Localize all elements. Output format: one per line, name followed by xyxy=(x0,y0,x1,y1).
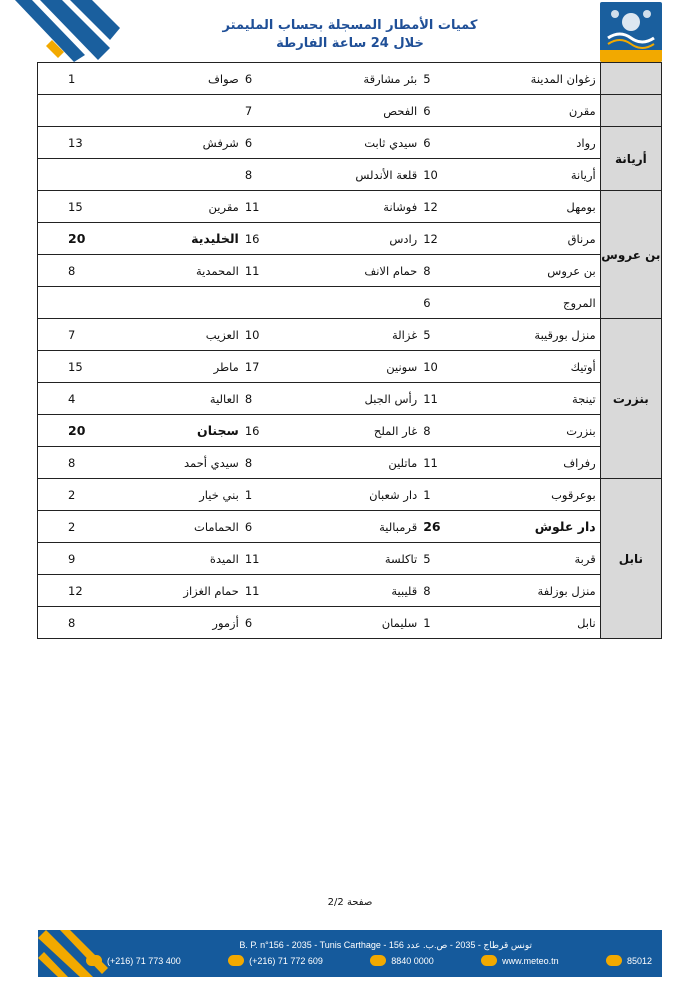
station-name: مرناق xyxy=(567,231,596,246)
governorate-cell xyxy=(600,95,661,127)
station-name: أوتيك xyxy=(570,359,596,374)
green-number-icon xyxy=(370,955,386,966)
station-name: منزل بورقيبة xyxy=(534,327,596,342)
footer-stripes xyxy=(38,930,108,977)
rainfall-value: 20 xyxy=(68,423,86,438)
rainfall-value xyxy=(243,287,293,319)
rainfall-value: 5 xyxy=(423,327,431,342)
rainfall-value: 6 xyxy=(423,103,431,118)
table-row xyxy=(38,255,662,287)
table-row xyxy=(38,543,662,575)
station-name: ماتلين xyxy=(388,455,418,470)
station-name: العالية xyxy=(209,391,239,406)
rainfall-value: 4 xyxy=(68,391,76,406)
station-name xyxy=(115,95,243,127)
rainfall-value: 6 xyxy=(244,135,253,150)
station-name: تاكلسة xyxy=(384,551,418,566)
rainfall-value: 16 xyxy=(244,423,260,438)
rainfall-value: 2 xyxy=(68,519,76,534)
table-row xyxy=(38,319,662,351)
rainfall-value: 15 xyxy=(68,359,83,374)
station-name: غار الملح xyxy=(373,423,418,438)
page-subtitle: خلال 24 ساعة الفارطة xyxy=(276,36,424,51)
governorate-cell: أريانة xyxy=(600,127,661,191)
station-name: سليمان xyxy=(381,615,418,630)
table-row xyxy=(38,511,662,543)
table-row xyxy=(38,351,662,383)
rainfall-value: 8 xyxy=(68,455,76,470)
rainfall-value: 6 xyxy=(244,519,253,534)
rainfall-value: 11 xyxy=(244,263,260,278)
station-name: بن عروس xyxy=(547,263,596,278)
rainfall-value: 7 xyxy=(244,103,253,118)
rainfall-value: 10 xyxy=(244,327,260,342)
footer-green-number: 8840 0000 xyxy=(391,955,434,966)
rainfall-value: 7 xyxy=(68,327,76,342)
rainfall-value: 8 xyxy=(68,615,76,630)
rainfall-value: 9 xyxy=(68,551,76,566)
rainfall-value xyxy=(38,95,115,127)
institute-logo xyxy=(600,2,662,62)
station-name: فوشانة xyxy=(383,199,418,214)
page-title: كميات الأمطار المسجلة بحساب المليمتر xyxy=(222,18,478,33)
rainfall-value: 11 xyxy=(244,199,260,214)
table-row xyxy=(38,415,662,447)
station-name: منزل بوزلفة xyxy=(537,583,596,598)
station-name: بومهل xyxy=(566,199,596,214)
station-name: شرفش xyxy=(202,135,239,150)
footer-postal: 85012 xyxy=(626,955,652,966)
station-name: الميدة xyxy=(209,551,239,566)
rainfall-value: 11 xyxy=(244,583,260,598)
rainfall-value: 5 xyxy=(423,71,431,86)
rainfall-value: 1 xyxy=(68,71,76,86)
station-name: بني خيار xyxy=(199,487,239,502)
rainfall-value: 8 xyxy=(244,455,253,470)
station-name: رفراف xyxy=(563,455,596,470)
governorate-cell: بن عروس xyxy=(600,191,661,319)
rainfall-value: 26 xyxy=(423,519,441,534)
station-name: أزمور xyxy=(212,615,239,630)
rainfall-value xyxy=(38,287,115,319)
table-row xyxy=(38,95,662,127)
station-name: غزالة xyxy=(392,327,418,342)
station-name: بنزرت xyxy=(566,423,596,438)
station-name: دار علوش xyxy=(534,519,596,534)
footer-bar xyxy=(38,930,662,977)
rainfall-value: 8 xyxy=(244,391,253,406)
table-row xyxy=(38,383,662,415)
governorate-cell xyxy=(600,63,661,95)
rainfall-value: 8 xyxy=(423,583,431,598)
station-name: أريانة xyxy=(570,167,596,182)
rainfall-value: 13 xyxy=(68,135,83,150)
station-name: الحمامات xyxy=(194,519,239,534)
station-name: سيدي ثابت xyxy=(364,135,418,150)
rainfall-value: 16 xyxy=(244,231,260,246)
station-name: المروج xyxy=(563,295,596,310)
station-name: صواف xyxy=(207,71,239,86)
table-row xyxy=(38,447,662,479)
station-name: حمام الانف xyxy=(364,263,418,278)
table-row xyxy=(38,63,662,95)
rainfall-value: 12 xyxy=(423,231,438,246)
governorate-cell: بنزرت xyxy=(600,319,661,479)
station-name: دار شعبان xyxy=(369,487,418,502)
station-name: بئر مشارقة xyxy=(363,71,418,86)
rainfall-value xyxy=(38,159,115,191)
rainfall-value: 20 xyxy=(68,231,86,246)
rainfall-value: 2 xyxy=(68,487,76,502)
station-name xyxy=(115,159,243,191)
footer-address: B. P. n°156 - 2035 - Tunis Carthage - تونس قرطاج - 2035 - ص.ب. عدد 156 xyxy=(239,940,532,950)
table-row xyxy=(38,127,662,159)
footer-website: www.meteo.tn xyxy=(502,955,559,966)
station-name: مقرين xyxy=(208,199,239,214)
station-name xyxy=(293,287,421,319)
table-row xyxy=(38,191,662,223)
rainfall-value: 1 xyxy=(423,615,431,630)
station-name: زغوان المدينة xyxy=(530,71,596,86)
station-name xyxy=(115,287,243,319)
rainfall-value: 8 xyxy=(68,263,76,278)
footer-fax: (+216) 71 772 609 xyxy=(249,955,323,966)
station-name: قرمبالية xyxy=(379,519,418,534)
station-name: سيدي أحمد xyxy=(184,455,239,470)
page-number: صفحة 2/2 xyxy=(327,897,373,908)
station-name: العزيب xyxy=(205,327,239,342)
station-name: حمام الغزاز xyxy=(183,583,239,598)
rainfall-value: 11 xyxy=(423,455,438,470)
table-row xyxy=(38,223,662,255)
table-row xyxy=(38,159,662,191)
station-name: رواد xyxy=(576,135,596,150)
rainfall-value: 6 xyxy=(244,615,253,630)
station-name: بوعرقوب xyxy=(551,487,596,502)
rainfall-value: 15 xyxy=(68,199,83,214)
rainfall-value: 6 xyxy=(423,135,431,150)
rainfall-value: 6 xyxy=(423,295,431,310)
rainfall-value: 10 xyxy=(423,167,438,182)
rainfall-value: 8 xyxy=(244,167,253,182)
rainfall-value: 5 xyxy=(423,551,431,566)
rainfall-value: 11 xyxy=(423,391,438,406)
station-name: تينجة xyxy=(571,391,596,406)
rainfall-table xyxy=(37,62,662,639)
station-name: ماطر xyxy=(213,359,239,374)
footer-phone: (+216) 71 773 400 xyxy=(107,955,181,966)
table-row xyxy=(38,479,662,511)
phone-icon xyxy=(86,955,102,966)
rainfall-value: 8 xyxy=(423,263,431,278)
station-name: قليبية xyxy=(391,583,418,598)
station-name: الخليدية xyxy=(191,231,239,246)
rainfall-value: 11 xyxy=(244,551,260,566)
station-name: المحمدية xyxy=(195,263,239,278)
governorate-cell: نابل xyxy=(600,479,661,639)
station-name: رادس xyxy=(389,231,418,246)
rainfall-value: 1 xyxy=(244,487,253,502)
station-name: الفحص xyxy=(383,103,418,118)
station-name: نابل xyxy=(577,615,596,630)
station-name: قلعة الأندلس xyxy=(355,167,418,182)
rainfall-value: 6 xyxy=(244,71,253,86)
station-name: سونين xyxy=(386,359,418,374)
fax-icon xyxy=(228,955,244,966)
globe-icon xyxy=(481,955,497,966)
station-name: رأس الجبل xyxy=(364,391,418,406)
table-row xyxy=(38,607,662,639)
table-row xyxy=(38,287,662,319)
station-name: قربة xyxy=(574,551,596,566)
rainfall-value: 17 xyxy=(244,359,260,374)
rainfall-value: 1 xyxy=(423,487,431,502)
station-name: سجنان xyxy=(197,423,239,438)
table-row xyxy=(38,575,662,607)
rainfall-value: 8 xyxy=(423,423,431,438)
rainfall-value: 12 xyxy=(423,199,438,214)
mailbox-icon xyxy=(606,955,622,966)
station-name: مقرن xyxy=(568,103,596,118)
corner-decoration xyxy=(0,0,120,70)
rainfall-value: 12 xyxy=(68,583,83,598)
rainfall-value: 10 xyxy=(423,359,438,374)
